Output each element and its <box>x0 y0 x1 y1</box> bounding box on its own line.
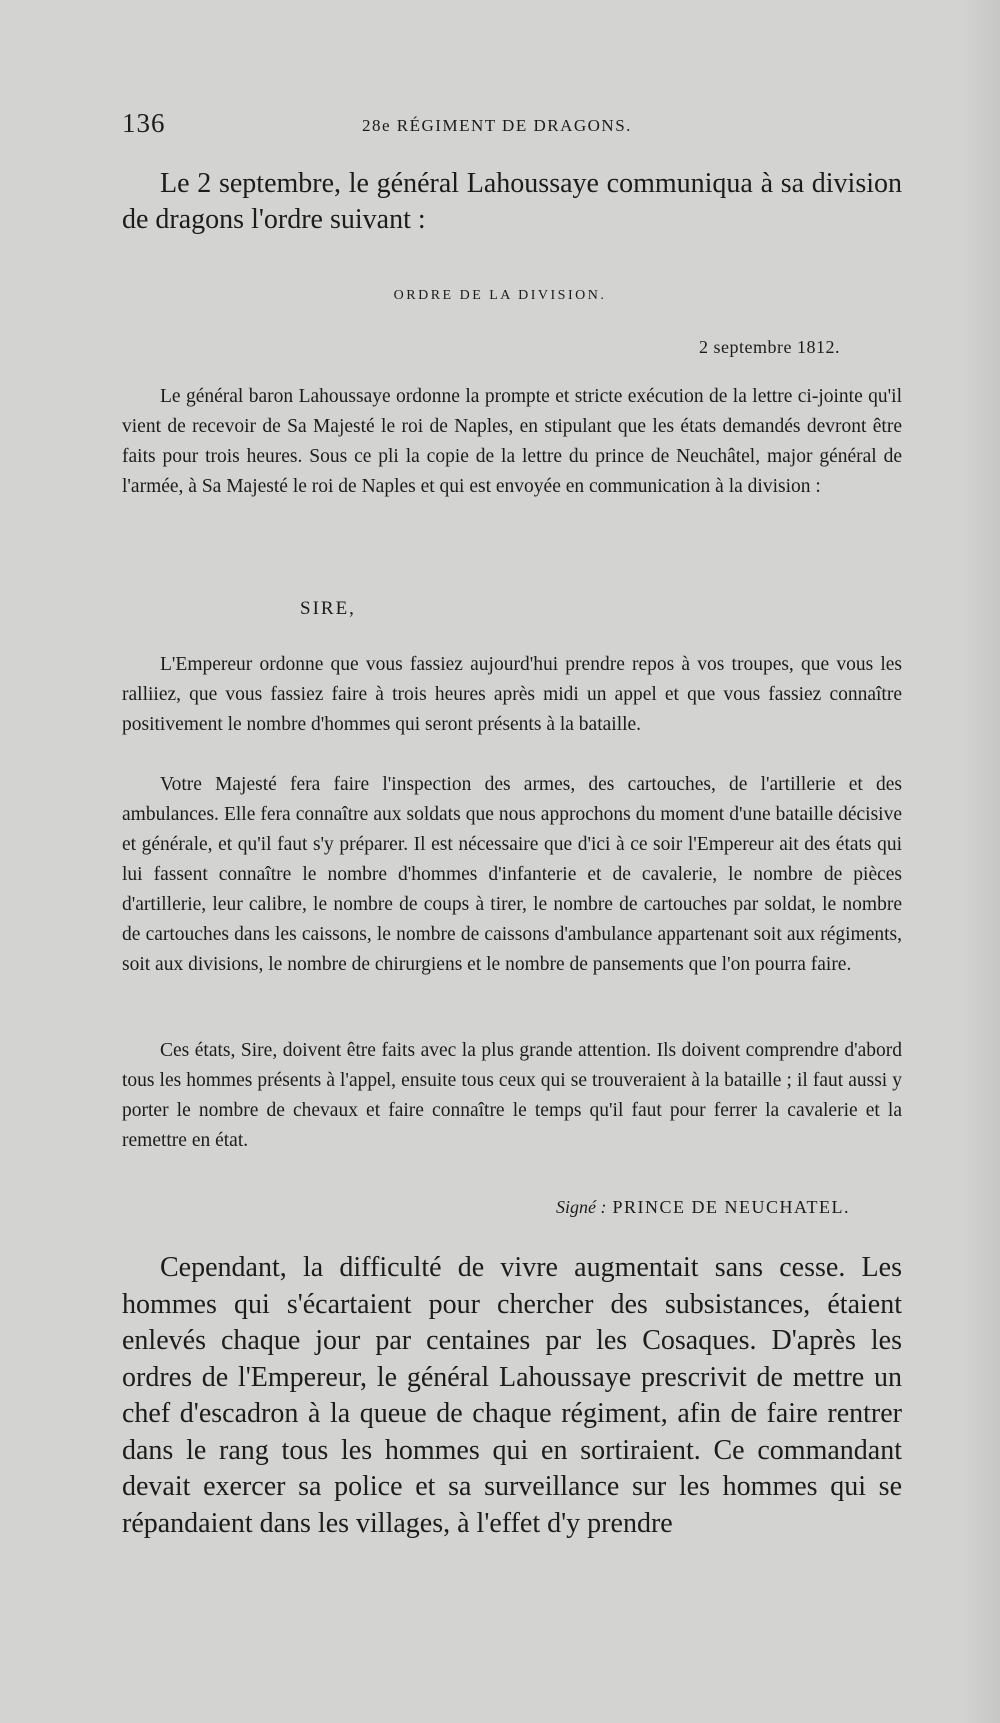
page-header <box>122 108 902 148</box>
order-heading: ORDRE DE LA DIVISION. <box>393 288 607 303</box>
letter-paragraph-3: Ces états, Sire, doivent être faits avec la plus grande attention. Ils doivent comprendre d'abord tous les hommes présents à l'appel, ensuite tous ceux qui se trouveraient à la bataille ; il faut aussi y porter le nombre de chevaux et faire connaître le temps qu'il faut pour ferrer la cavalerie et la remettre en état. <box>122 1040 902 1151</box>
letter-salutation: SIRE, <box>300 598 356 619</box>
letter-paragraph-1: L'Empereur ordonne que vous fassiez aujourd'hui prendre repos à vos troupes, que vous les ralliiez, que vous fassiez faire à trois heures après midi un appel et que vous fassiez connaître positivement le nombre d'hommes qui seront présents à la bataille. <box>122 654 902 735</box>
order-date: 2 septembre 1812. <box>699 337 840 357</box>
order-paragraph: Le général baron Lahoussaye ordonne la prompte et stricte exécution de la lettre ci-jointe qu'il vient de recevoir de Sa Majesté le roi de Naples, en stipulant que les états demandés devront être faits pour trois heures. Sous ce pli la copie de la lettre du prince de Neuchâtel, major général de l'armée, à Sa Majesté le roi de Naples et qui est envoyée en communication à la division : <box>122 386 902 497</box>
intro-paragraph: Le 2 septembre, le général Lahoussaye communiqua à sa division de dragons l'ordre suivant : <box>122 168 902 235</box>
running-head: 28e RÉGIMENT DE DRAGONS. <box>362 116 632 135</box>
letter-signature <box>556 1197 850 1218</box>
closing-paragraph: Cependant, la difficulté de vivre augmentait sans cesse. Les hommes qui s'écartaient pour chercher des subsistances, étaient enlevés chaque jour par centaines par les Cosaques. D'après les ordres de l'Empereur, le général Lahoussaye prescrivit de mettre un chef d'escadron à la queue de chaque régiment, afin de faire rentrer dans le rang tous les hommes qui en sortiraient. Ce commandant devait exercer sa police et sa surveillance sur les hommes qui se répandaient dans les villages, à l'effet d'y prendre <box>122 1252 902 1539</box>
letter-paragraph-2: Votre Majesté fera faire l'inspection des armes, des cartouches, de l'artillerie et des ambulances. Elle fera connaître aux soldats que nous approchons du moment d'une bataille décisive et générale, et qu'il faut s'y préparer. Il est nécessaire que d'ici à ce soir l'Empereur ait des états qui lui fassent connaître le nombre d'hommes d'infanterie et de cavalerie, le nombre de pièces d'artillerie, leur calibre, le nombre de coups à tirer, le nombre de cartouches par soldat, le nombre de cartouches dans les caissons, le nombre de caissons d'ambulance appartenant soit aux régiments, soit aux divisions, le nombre de chirurgiens et le nombre de pansements que l'on pourra faire. <box>122 774 902 975</box>
signed-label: Signé : <box>556 1197 607 1217</box>
page-number: 136 <box>122 108 166 138</box>
signed-name: PRINCE DE NEUCHATEL. <box>612 1197 850 1217</box>
